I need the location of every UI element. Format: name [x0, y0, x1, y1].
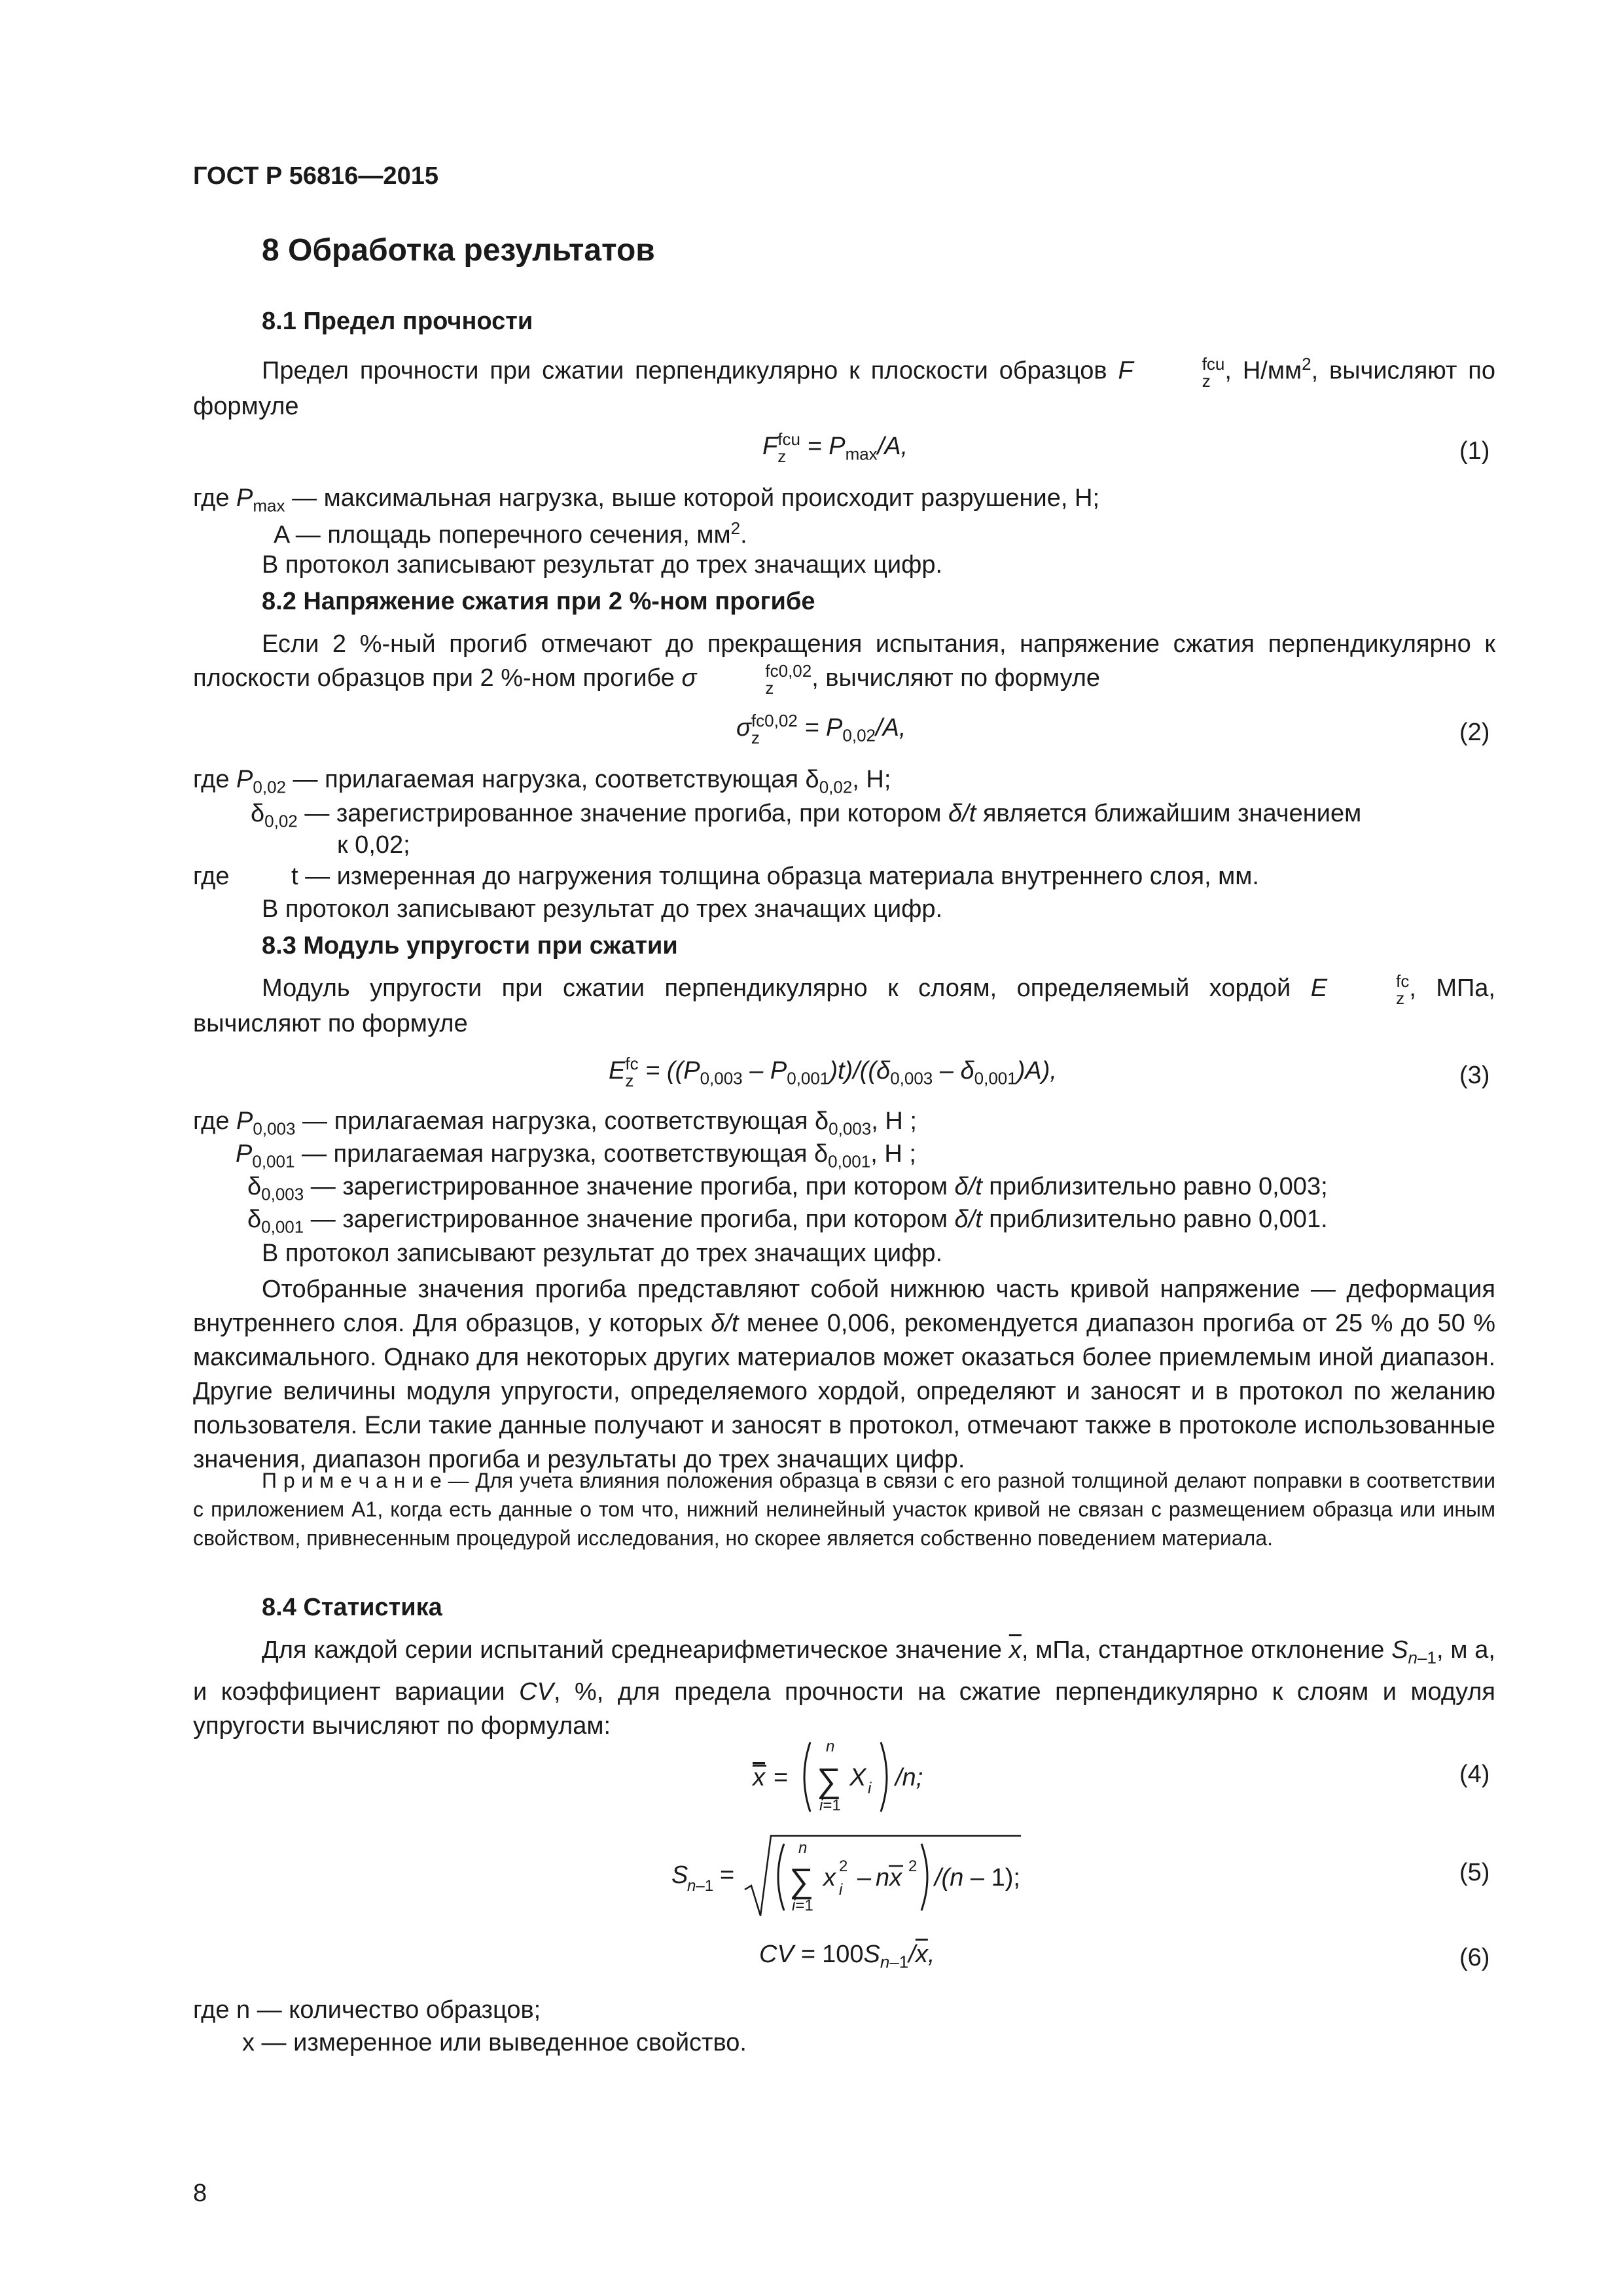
- svg-text:∑: ∑: [789, 1862, 814, 1900]
- equation-number-5: (5): [1459, 1859, 1490, 1886]
- formula-3: E fc z = $((P_{0,003} - P_{0,001})t)/((\delta_{0,003} - \delta_{0,001})A)$,: [609, 1054, 1057, 1090]
- standard-number: ГОСТ Р 56816—2015: [193, 162, 438, 190]
- svg-text:=: =: [720, 1861, 735, 1889]
- where-t: t — измеренная до нагружения толщина образца материала внутреннего слоя, мм.: [291, 863, 1259, 890]
- equation-number-4: (4): [1459, 1761, 1490, 1788]
- where-d0001: $\delta_{0,001}$ — зарегистрированное значение прогиба, при котором δ/t приблизительно равно 0,001.: [247, 1206, 1328, 1237]
- where-t-label: где: [193, 863, 230, 890]
- where-p0003: где $P_{0,003}$ — прилагаемая нагрузка, соответствующая $\delta_{0,003}$, Н ;: [193, 1107, 917, 1139]
- where-x: x — измеренное или выведенное свойство.: [242, 2029, 747, 2056]
- where-n: где n — количество образцов;: [193, 1996, 541, 2024]
- svg-text:–: –: [857, 1864, 872, 1892]
- svg-text:∑: ∑: [817, 1762, 842, 1800]
- subsection-8-4-intro: Для каждой серии испытаний среднеарифметическое значение $\overline{x}$, мПа, стандартное отклонение $S_{n-1}$, м а, и коэффициент вариации CV, %, для предела прочности на сжатие перпендикулярно к слоям и модуля упругости вычисляют по формулам:: [193, 1636, 1495, 1740]
- note-paragraph: П р и м е ч а н и е — Для учета влияния положения образца в связи с его разной толщиной делают поправки в соответствии с приложением А1, когда есть данные о том что, нижний нелинейный участок кривой не связан с размещением образца или иным свойством, привнесенным процедурой исследования, но скорее является собственно поведением материала.: [193, 1469, 1496, 1550]
- note-label: П р и м е ч а н и е: [262, 1469, 442, 1492]
- formula-2: σ fc0,02 z = $P_{0,02}/A$,: [736, 711, 906, 747]
- where-pmax: где $P_{max}$ — максимальная нагрузка, выше которой происходит разрушение, Н;: [193, 484, 1100, 516]
- subsection-8-3-intro: Модуль упругости при сжатии перпендикулярно к слоям, определяемый хордой E fc z , МПа, вычисляют по формуле: [193, 971, 1495, 1037]
- svg-text:X: X: [849, 1764, 866, 1791]
- page-number: 8: [193, 2179, 207, 2207]
- subsection-8-1-title: 8.1 Предел прочности: [262, 308, 533, 335]
- svg-text:n: n: [826, 1738, 835, 1755]
- where-d002-cont: к 0,02;: [337, 831, 410, 859]
- where-p0001: $P_{0,001}$ — прилагаемая нагрузка, соответствующая $\delta_{0,001}$, Н ;: [236, 1140, 916, 1172]
- svg-text:x: x: [753, 1764, 765, 1791]
- equation-number-3: (3): [1459, 1062, 1490, 1089]
- svg-text:nx: nx: [876, 1864, 902, 1892]
- formula-1: F fcu z = $P_{max}/A$,: [762, 429, 908, 466]
- subsection-8-2-title: 8.2 Напряжение сжатия при 2 %-ном прогибе: [262, 588, 815, 615]
- svg-text:i: i: [868, 1780, 872, 1797]
- section-title: 8 Обработка результатов: [262, 233, 655, 268]
- where-p002: где $P_{0,02}$ — прилагаемая нагрузка, соответствующая $\delta_{0,02}$, Н;: [193, 766, 891, 797]
- svg-text:i: i: [839, 1881, 843, 1899]
- record-text-2: В протокол записывают результат до трех значащих цифр.: [262, 895, 943, 923]
- deflection-paragraph: Отобранные значения прогиба представляют собой нижнюю часть кривой напряжение — деформация внутреннего слоя. Для образцов, у которых δ/t менее 0,006, рекомендуется диапазон прогиба от 25 % до 50 % максимального. Однако для некоторых других материалов может оказаться более приемлемым иной диапазон. Другие величины модуля упругости, определяемого хордой, определяют и заносят и в протокол по желанию пользователя. Если такие данные получают и заносят в протокол, отмечают также в протоколе использованные значения, диапазон прогиба и результаты до трех значащих цифр.: [193, 1276, 1495, 1473]
- subsection-8-2-intro: Если 2 %-ный прогиб отмечают до прекращения испытания, напряжение сжатия перпендикулярно к плоскости образцов при 2 %-ном прогибе σ fc0,02 z , вычисляют по формуле: [193, 630, 1495, 698]
- where-d002: $\delta_{0,02}$ — зарегистрированное значение прогиба, при котором δ/t является ближайшим значением: [251, 800, 1362, 831]
- svg-text:n–1: n–1: [687, 1877, 714, 1895]
- where-area: A — площадь поперечного сечения, $мм^2$.: [274, 518, 747, 549]
- formula-5: [668, 1829, 1034, 1921]
- svg-text:2: 2: [908, 1857, 918, 1875]
- equation-number-6: (6): [1459, 1944, 1490, 1971]
- formula-6: CV = $100S_{n-1}/\overline{x}$,: [759, 1941, 935, 1972]
- formula-4: [746, 1734, 955, 1820]
- svg-text:/n;: /n;: [895, 1764, 923, 1791]
- svg-text:2: 2: [839, 1857, 848, 1875]
- svg-text:S: S: [671, 1861, 688, 1889]
- subsection-8-4-title: 8.4 Статистика: [262, 1594, 442, 1621]
- svg-text:=: =: [774, 1764, 789, 1791]
- svg-text:i=1: i=1: [792, 1897, 813, 1914]
- subsection-8-1-intro: Предел прочности при сжатии перпендикулярно к плоскости образцов F fcu z , $Н/мм^2$, вычисляют по формуле: [193, 353, 1495, 420]
- equation-number-2: (2): [1459, 719, 1490, 746]
- subsection-8-3-title: 8.3 Модуль упругости при сжатии: [262, 932, 678, 960]
- svg-text:x: x: [823, 1864, 836, 1892]
- equation-number-1: (1): [1459, 437, 1490, 465]
- svg-text:/(n – 1);: /(n – 1);: [935, 1864, 1020, 1892]
- svg-text:i=1: i=1: [819, 1797, 841, 1814]
- record-text-1: В протокол записывают результат до трех значащих цифр.: [262, 551, 943, 579]
- svg-text:n: n: [798, 1839, 808, 1857]
- where-d0003: $\delta_{0,003}$ — зарегистрированное значение прогиба, при котором δ/t приблизительно равно 0,003;: [247, 1173, 1328, 1204]
- record-text-3: В протокол записывают результат до трех значащих цифр.: [262, 1240, 943, 1267]
